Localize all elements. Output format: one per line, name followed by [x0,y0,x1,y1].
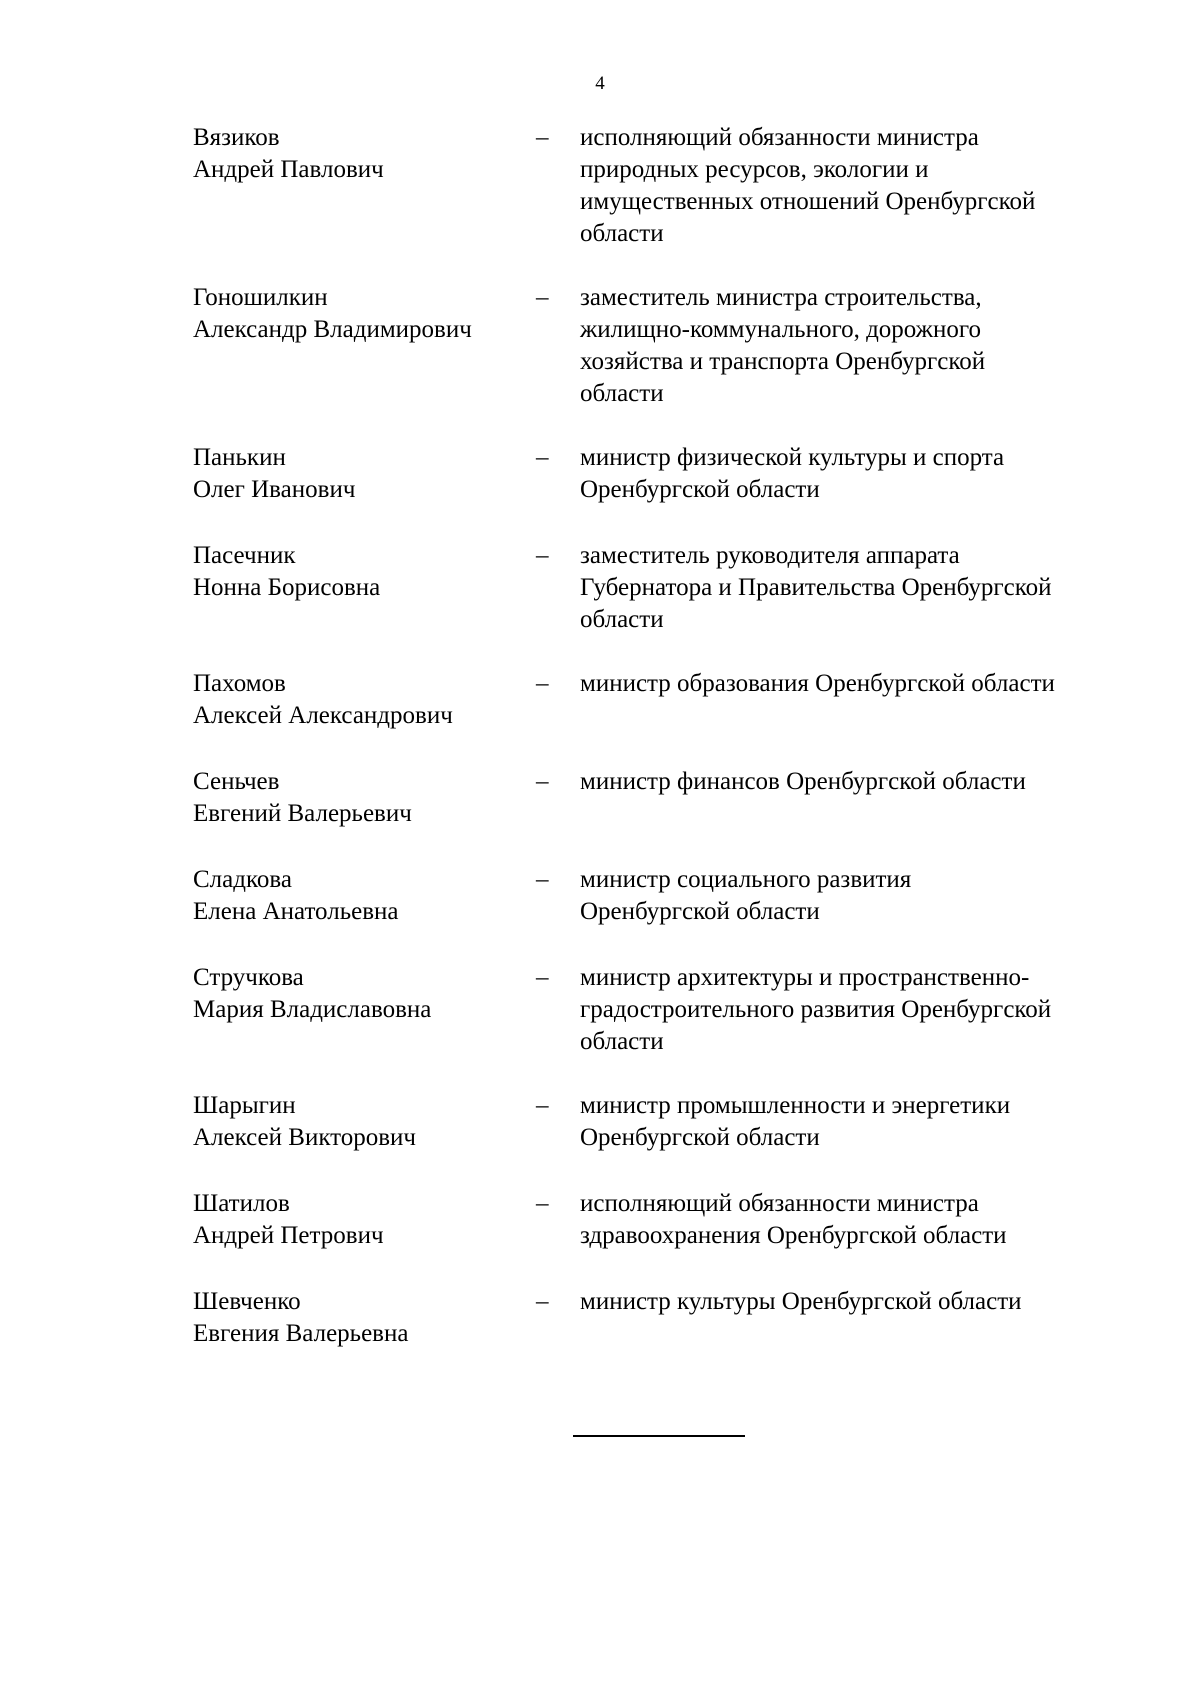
position-line: природных ресурсов, экологии и [580,156,929,183]
position-line: министр финансов Оренбургской области [580,768,1026,795]
dash-separator: – [536,768,549,795]
dash-separator: – [536,1092,549,1119]
member-position [580,668,1140,700]
member-name [193,962,523,1026]
member-given-name: Алексей Викторович [193,1124,416,1151]
position-line: хозяйства и транспорта Оренбургской [580,348,986,375]
member-surname: Сладкова [193,866,292,893]
member-surname: Шатилов [193,1190,290,1217]
member-position [580,864,1140,928]
position-line: имущественных отношений Оренбургской [580,188,1036,215]
member-surname: Пахомов [193,670,286,697]
member-given-name: Александр Владимирович [193,316,472,343]
member-entry [0,1090,1200,1188]
member-position [580,540,1140,636]
member-entry [0,122,1200,282]
member-surname: Панькин [193,444,286,471]
member-entry [0,864,1200,962]
member-position [580,1090,1140,1154]
member-name [193,668,523,732]
dash-separator: – [536,964,549,991]
member-given-name: Андрей Петрович [193,1222,384,1249]
member-position [580,122,1140,250]
position-line: министр социального развития [580,866,912,893]
page-number: 4 [595,73,605,94]
member-given-name: Мария Владиславовна [193,996,432,1023]
member-entry [0,540,1200,668]
member-surname: Вязиков [193,124,280,151]
position-line: области [580,380,664,407]
member-given-name: Андрей Павлович [193,156,384,183]
position-line: исполняющий обязанности министра [580,124,979,151]
end-of-list-rule [573,1435,745,1437]
position-line: исполняющий обязанности министра [580,1190,979,1217]
member-name [193,766,523,830]
member-name [193,864,523,928]
dash-separator: – [536,124,549,151]
position-line: министр образования Оренбургской области [580,670,1055,697]
member-name [193,442,523,506]
position-line: министр культуры Оренбургской области [580,1288,1022,1315]
member-surname: Гоношилкин [193,284,328,311]
member-given-name: Евгений Валерьевич [193,800,412,827]
member-position [580,766,1140,798]
position-line: Оренбургской области [580,1124,820,1151]
member-surname: Шевченко [193,1288,301,1315]
position-line: министр архитектуры и пространственно- [580,964,1030,991]
member-name [193,1090,523,1154]
member-entry [0,282,1200,442]
dash-separator: – [536,542,549,569]
member-position [580,282,1140,410]
member-entry [0,668,1200,766]
position-line: министр физической культуры и спорта [580,444,1005,471]
position-line: области [580,1028,664,1055]
member-entry [0,1188,1200,1286]
member-given-name: Олег Иванович [193,476,356,503]
position-line: области [580,220,664,247]
member-entry [0,766,1200,864]
position-line: области [580,606,664,633]
dash-separator: – [536,284,549,311]
position-line: Оренбургской области [580,476,820,503]
member-name [193,1188,523,1252]
dash-separator: – [536,670,549,697]
member-position [580,442,1140,506]
position-line: заместитель руководителя аппарата [580,542,960,569]
position-line: министр промышленности и энергетики [580,1092,1011,1119]
position-line: Губернатора и Правительства Оренбургской [580,574,1052,601]
member-surname: Пасечник [193,542,296,569]
member-position [580,962,1140,1058]
member-given-name: Алексей Александрович [193,702,453,729]
member-name [193,122,523,186]
position-line: здравоохранения Оренбургской области [580,1222,1007,1249]
member-given-name: Елена Анатольевна [193,898,399,925]
position-line: жилищно-коммунального, дорожного [580,316,981,343]
dash-separator: – [536,444,549,471]
member-name [193,1286,523,1350]
member-entry [0,962,1200,1090]
member-name [193,540,523,604]
member-given-name: Евгения Валерьевна [193,1320,409,1347]
dash-separator: – [536,1190,549,1217]
dash-separator: – [536,866,549,893]
position-line: градостроительного развития Оренбургской [580,996,1052,1023]
member-position [580,1188,1140,1252]
member-surname: Стручкова [193,964,304,991]
member-name [193,282,523,346]
member-position [580,1286,1140,1318]
member-entry [0,1286,1200,1384]
members-list [0,122,1200,1384]
position-line: заместитель министра строительства, [580,284,982,311]
dash-separator: – [536,1288,549,1315]
position-line: Оренбургской области [580,898,820,925]
member-entry [0,442,1200,540]
member-given-name: Нонна Борисовна [193,574,381,601]
member-surname: Шарыгин [193,1092,296,1119]
member-surname: Сеньчев [193,768,280,795]
